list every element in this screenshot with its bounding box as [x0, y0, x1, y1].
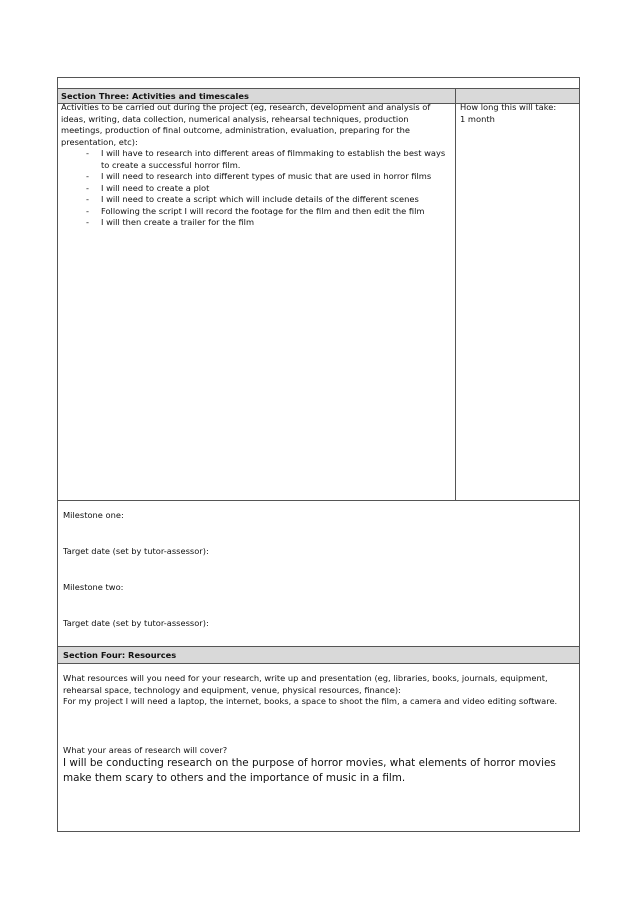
section-four-title: Section Four: Resources: [63, 650, 177, 660]
target-date-two-label: Target date (set by tutor-assessor):: [63, 618, 209, 628]
section-three-title: Section Three: Activities and timescales: [58, 89, 456, 103]
activity-item: - I will need to create a script which will include details of the different scenes: [86, 194, 452, 206]
duration-value: 1 month: [460, 113, 495, 124]
activities-list: [61, 148, 452, 229]
blank-top-row: [58, 78, 579, 88]
activities-row: [58, 103, 579, 500]
activities-intro: Activities to be carried out during the project (eg, research, development and analysis of ideas, writing, data collection, numerical analysis, rehearsal techniques, production meetings, production of final outcome, administration, evaluation, preparing for the presentation, etc):: [61, 102, 431, 147]
activity-item: - I will then create a trailer for the film: [86, 217, 452, 229]
activity-item: - I will need to create a plot: [86, 183, 452, 195]
section-three-header-row: [58, 88, 579, 103]
target-date-one-label: Target date (set by tutor-assessor):: [63, 546, 209, 556]
milestones-row: [58, 500, 579, 646]
project-proposal-form: [57, 77, 580, 832]
duration-cell: [456, 104, 579, 500]
section-four-header-row: [58, 646, 579, 663]
research-areas-answer: I will be conducting research on the purpose of horror movies, what elements of horror movies make them scary to others and the importance of music in a film.: [63, 757, 556, 784]
duration-label: How long this will take:: [460, 102, 557, 112]
resources-row: [58, 663, 579, 831]
resources-answer: For my project I will need a laptop, the internet, books, a space to shoot the film, a camera and video editing software.: [63, 696, 558, 706]
activities-cell: [58, 104, 456, 500]
activity-item: - Following the script I will record the footage for the film and then edit the film: [86, 206, 452, 218]
activity-item: - I will need to research into different types of music that are used in horror films: [86, 171, 452, 183]
milestone-two-label: Milestone two:: [63, 582, 124, 592]
milestone-one-label: Milestone one:: [63, 510, 124, 520]
research-areas-question: What your areas of research will cover?: [63, 744, 228, 755]
section-three-header-blank: [456, 89, 579, 103]
resources-question: What resources will you need for your research, write up and presentation (eg, libraries, books, journals, equipment, rehearsal space, technology and equipment, venue, physical resources, finance):: [63, 673, 548, 695]
activity-item: - I will have to research into different areas of filmmaking to establish the best ways to create a successful horror film.: [86, 148, 452, 171]
